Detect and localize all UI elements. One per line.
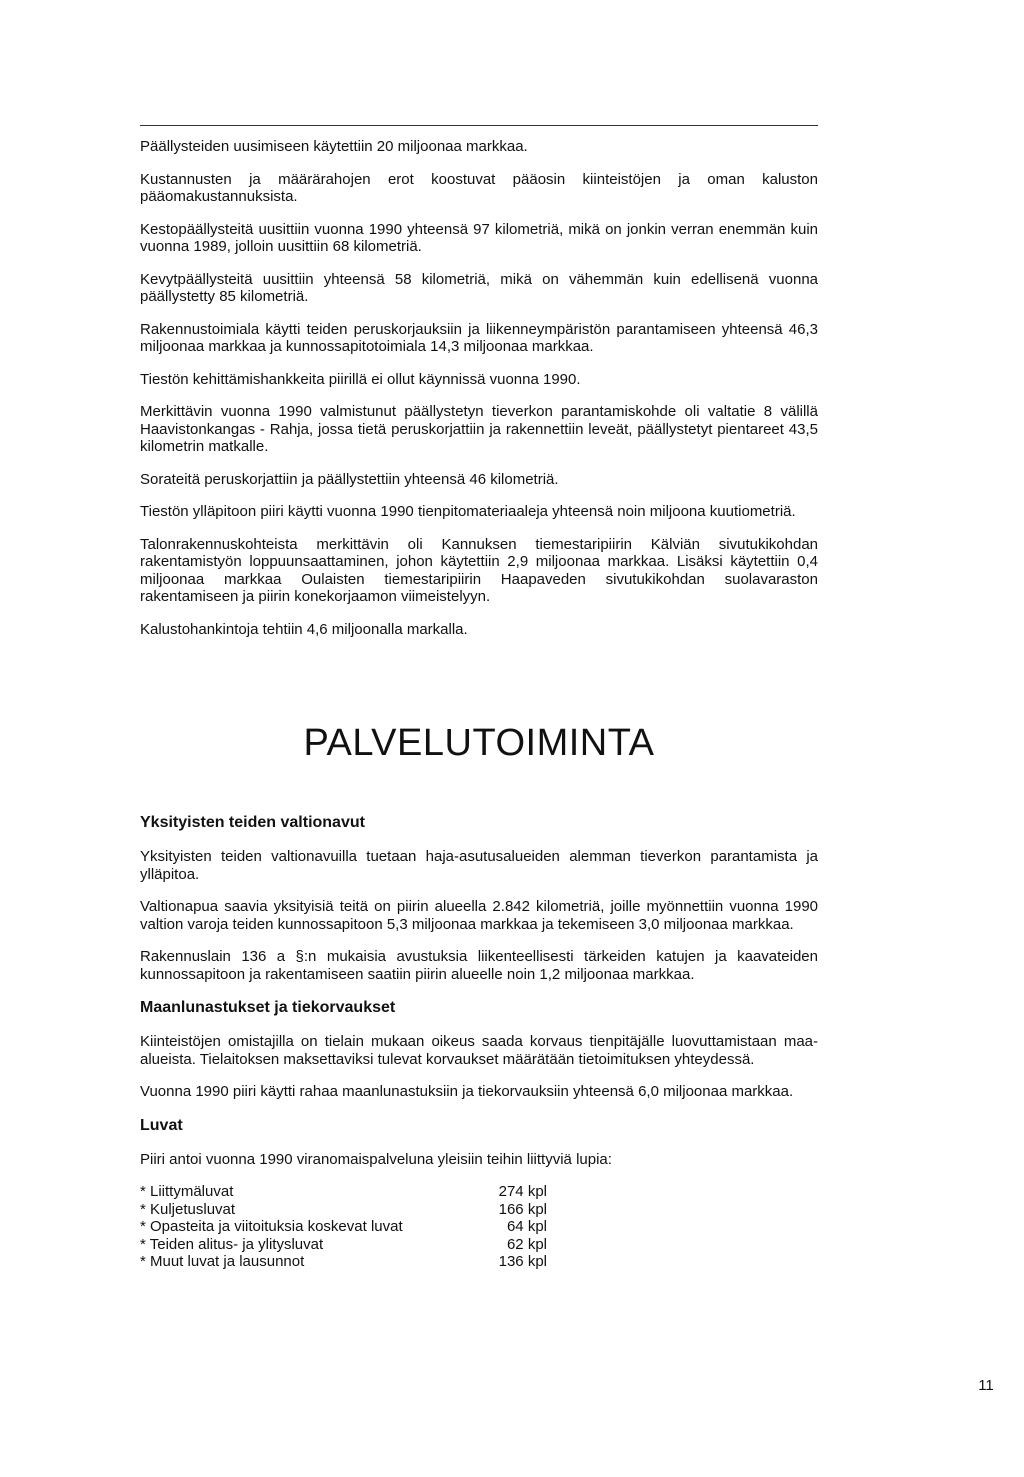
paragraph-cost-differences: Kustannusten ja määrärahojen erot koostuvat pääosin kiinteistöjen ja oman kaluston pääomakustannuksista. (140, 170, 818, 205)
paragraph-building-projects: Talonrakennuskohteista merkittävin oli Kannuksen tiemestaripiirin Kälviän sivutukikohdan rakentamistyön loppuunsaattaminen, johon käytettiin 2,9 miljoonaa markkaa. Lisäksi käytettiin 0,4 miljoonaa markkaa Oulaisten tiemestaripiirin Haapaveden sivutukikohdan suolavaraston rakentamiseen ja piirin konekorjaamon viimeistelyyn. (140, 535, 818, 605)
permit-item (140, 1183, 547, 1201)
paragraph-main-project: Merkittävin vuonna 1990 valmistunut päällystetyn tieverkon parantamiskohde oli valtatie 8 välillä Haavistonkangas - Rahja, jossa tietä peruskorjattiin ja rakennettiin leveät, päällystetyt pientareet 43,5 kilometrin matkalle. (140, 403, 818, 455)
paragraph-building-act-grants: Rakennuslain 136 a §:n mukaisia avustuksia liikenteellisesti tärkeiden katujen ja kaavateiden kunnossapitoon ja rakentamiseen saatiin piirin alueelle noin 1,2 miljoonaa markkaa. (140, 948, 818, 983)
permit-label: * Muut luvat ja lausunnot (140, 1253, 305, 1270)
paragraph-permits-intro: Piiri antoi vuonna 1990 viranomaispalveluna yleisiin teihin liittyviä lupia: (140, 1150, 612, 1168)
paragraph-subsidy-amounts: Valtionapua saavia yksityisiä teitä on piirin alueella 2.842 kilometriä, joille myönnettiin vuonna 1990 valtion varoja teiden kunnossapitoon 5,3 miljoonaa markkaa ja tekemiseen 3,0 miljoonaa markkaa. (140, 898, 818, 933)
paragraph-equipment-purchases: Kalustohankintoja tehtiin 4,6 miljoonalla markalla. (140, 620, 468, 638)
paragraph-compensation-spending: Vuonna 1990 piiri käytti rahaa maanlunastuksiin ja tiekorvauksiin yhteensä 6,0 miljoonaa markkaa. (140, 1083, 794, 1100)
permit-item (140, 1253, 547, 1271)
paragraph-durable-pavement: Kestopäällysteitä uusittiin vuonna 1990 yhteensä 97 kilometriä, mikä on jonkin verran enemmän kuin vuonna 1989, jolloin uusittiin 68 kilometriä. (140, 220, 818, 255)
permit-label: * Kuljetusluvat (140, 1200, 236, 1218)
permit-count: 136 kpl (498, 1253, 547, 1270)
permit-list (140, 1183, 818, 1271)
permit-label: * Opasteita ja viitoituksia koskevat luvat (140, 1218, 403, 1235)
permit-count: 166 kpl (498, 1200, 547, 1218)
paragraph-maintenance-materials: Tiestön ylläpitoon piiri käytti vuonna 1990 tienpitomateriaaleja yhteensä noin miljoona kuutiometriä. (140, 503, 796, 520)
paragraph-construction-spending: Rakennustoimiala käytti teiden peruskorjauksiin ja liikenneympäristön parantamiseen yhteensä 46,3 miljoonaa markkaa ja kunnossapitotoimiala 14,3 miljoonaa markkaa. (140, 320, 818, 355)
paragraph-gravel-roads: Sorateitä peruskorjattiin ja päällystettiin yhteensä 46 kilometriä. (140, 470, 559, 488)
paragraph-compensation-rights: Kiinteistöjen omistajilla on tielain mukaan oikeus saada korvaus tienpitäjälle luovuttamistaan maa-alueista. Tielaitoksen maksettaviksi tulevat korvaukset määrätään tietoimituksen yhteydessä. (140, 1033, 818, 1068)
permit-label: * Liittymäluvat (140, 1183, 234, 1200)
permit-label: * Teiden alitus- ja ylitysluvat (140, 1235, 324, 1253)
paragraph-subsidy-purpose: Yksityisten teiden valtionavuilla tuetaan haja-asutusalueiden alemman tieverkon parantamista ja ylläpitoa. (140, 848, 818, 883)
subheading-land-compensation: Maanlunastukset ja tiekorvaukset (140, 999, 396, 1016)
permit-item (140, 1218, 547, 1236)
page-number: 11 (978, 1377, 994, 1394)
permit-item (140, 1236, 547, 1254)
subheading-private-road-subsidies: Yksityisten teiden valtionavut (140, 814, 365, 831)
paragraph-light-pavement: Kevytpäällysteitä uusittiin yhteensä 58 kilometriä, mikä on vähemmän kuin edellisenä vuonna päällystetty 85 kilometriä. (140, 270, 818, 305)
paragraph-resurfacing-cost: Päällysteiden uusimiseen käytettiin 20 miljoonaa markkaa. (140, 138, 528, 155)
paragraph-development-projects: Tiestön kehittämishankkeita piirillä ei ollut käynnissä vuonna 1990. (140, 370, 581, 388)
top-rule (140, 125, 818, 126)
subheading-permits: Luvat (140, 1116, 183, 1134)
permit-count: 62 kpl (506, 1235, 547, 1253)
page-content (140, 138, 818, 1271)
permit-item (140, 1201, 547, 1219)
section-title: PALVELUTOIMINTA (303, 722, 655, 764)
permit-count: 64 kpl (506, 1218, 547, 1235)
permit-count: 274 kpl (498, 1183, 547, 1200)
